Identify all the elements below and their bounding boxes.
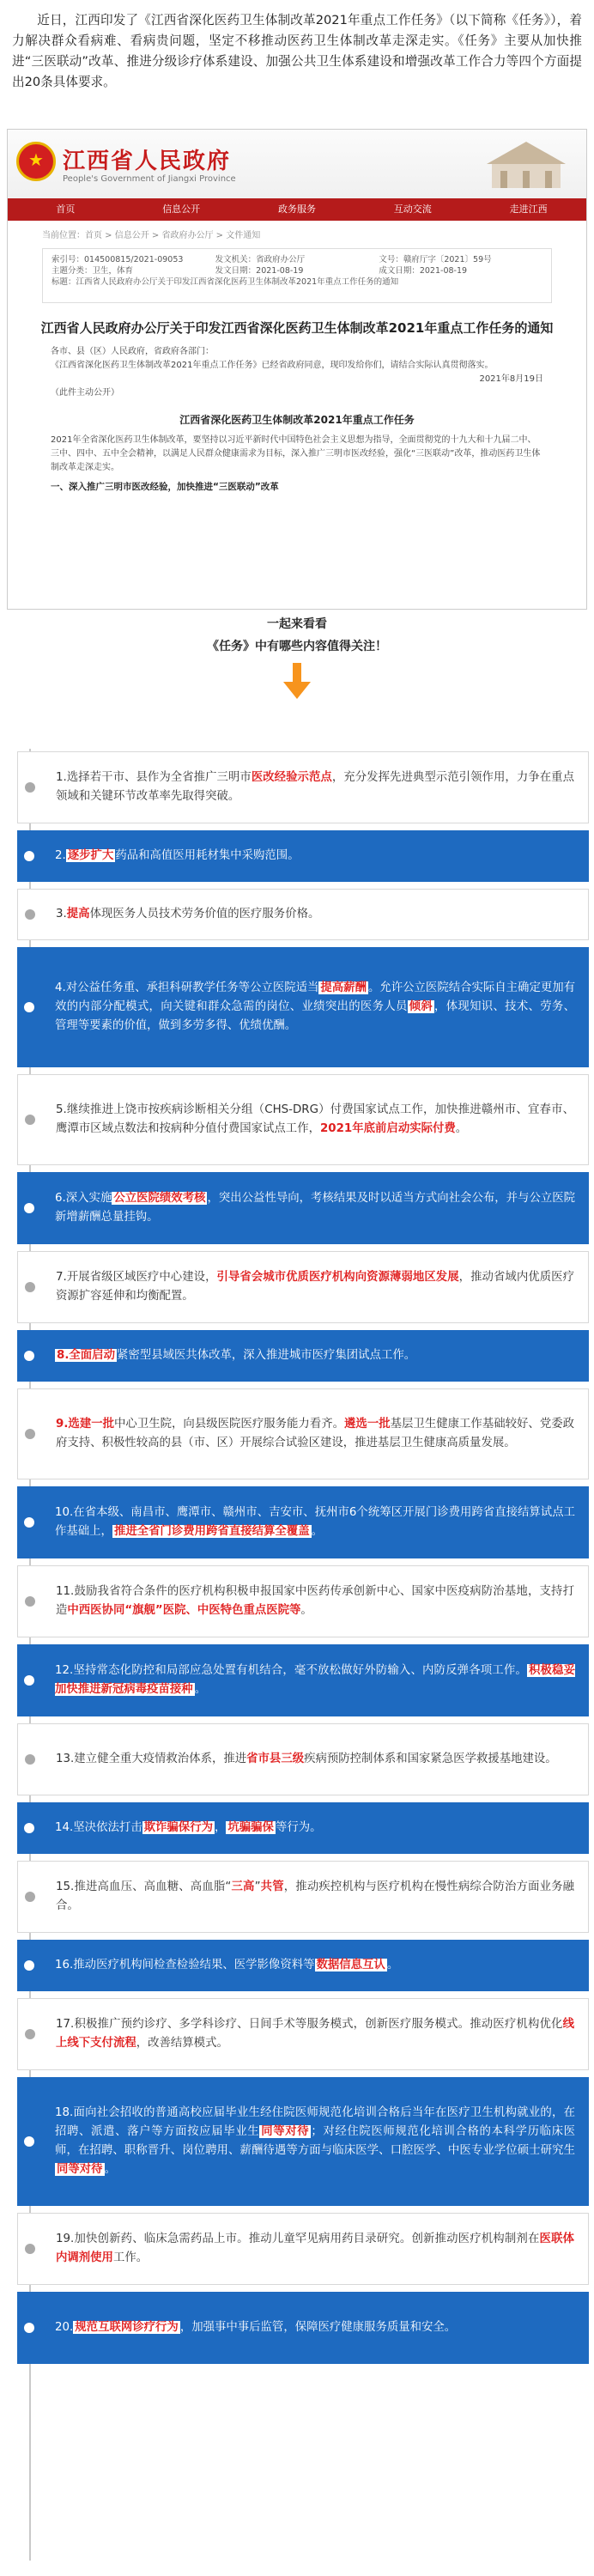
document-heading: 一、深入推广三明市医改经验，加快推进“三医联动”改革 — [51, 482, 279, 492]
task-highlight: 三高 — [231, 1880, 255, 1893]
task-text-segment: 11.鼓励我省符合条件的医疗机构积极申报国家中医药传承创新中心、国家中医疫病防治基地，支持打造 — [56, 1585, 574, 1617]
task-item-10 — [17, 1486, 589, 1558]
task-text — [56, 2230, 574, 2268]
task-text-segment: 15.推进高血压、高血糖、高血脂“ — [56, 1880, 232, 1893]
meta-cell: 索引号：014500815/2021-09053 — [52, 255, 184, 264]
breadcrumb: 当前位置：首页 > 信息公开 > 省政府办公厅 > 文件通知 — [42, 231, 261, 240]
timeline-dot-icon — [24, 2323, 34, 2333]
task-text — [56, 2015, 574, 2053]
timeline-dot-icon — [25, 2244, 35, 2254]
task-highlight: 坑骗骗保 — [227, 1821, 274, 1834]
task-highlight: 引导省会城市优质医疗机构向资源薄弱地区发展 — [216, 1271, 459, 1284]
task-text-segment: 14.坚决依法打击 — [55, 1821, 142, 1834]
task-text-segment: 4.对公益任务重、承担科研教学任务等公立医院适当 — [55, 981, 319, 994]
nav-item-interact: 互动交流 — [393, 204, 432, 215]
task-highlight: 提高薪酬 — [320, 981, 367, 994]
task-text-segment: 12.坚持常态化防控和局部应急处置有机结合，毫不放松做好外防输入、内防反弹各项工作。 — [55, 1664, 527, 1677]
task-text-segment: ， — [214, 1821, 227, 1834]
task-item-12 — [17, 1644, 589, 1716]
timeline-dot-icon — [25, 1892, 35, 1902]
task-text-segment: 等行为。 — [275, 1821, 322, 1834]
task-item-19 — [17, 2213, 589, 2285]
task-text — [56, 1101, 574, 1139]
task-highlight: 数据信息互认 — [316, 1959, 385, 1971]
task-text-segment: 。 — [300, 1604, 312, 1617]
gov-banner — [8, 130, 586, 198]
timeline-dot-icon — [24, 2136, 34, 2147]
timeline-dot-icon — [24, 1823, 34, 1833]
task-text — [56, 769, 574, 806]
gov-title: 江西省人民政府 — [63, 149, 232, 174]
task-text-segment: ，推动疾控机构与医疗机构在慢性病综合防治方面业务融合。 — [56, 1880, 575, 1912]
task-text-segment: ” — [254, 1880, 261, 1893]
task-text-segment: ，突出公益性导向，考核结果及时以适当方式向社会公布，并与公立医院新增薪酬总量挂钩。 — [55, 1192, 576, 1224]
meta-cell: 发文日期：2021-08-19 — [215, 266, 304, 276]
task-item-14 — [17, 1802, 589, 1854]
nav-item-service: 政务服务 — [277, 204, 316, 215]
meta-cell: 成文日期：2021-08-19 — [379, 266, 468, 276]
task-text-segment: ，推动省域内优质医疗资源扩容延伸和均衡配置。 — [56, 1271, 574, 1303]
task-item-17 — [17, 1998, 589, 2070]
building-illustration-icon — [475, 137, 578, 193]
task-text-segment: 18.面向社会招收的普通高校应届毕业生经住院医师规范化培训合格后当年在医疗卫生机构就业的，在招聘、派遣、落户等方面按应届毕业生 — [55, 2106, 575, 2138]
meta-cell: 文号：赣府厅字〔2021〕59号 — [379, 255, 492, 264]
task-text — [55, 2104, 575, 2179]
task-highlight: 医联体内调剂使用 — [56, 2233, 575, 2264]
timeline-dot-icon — [25, 1115, 35, 1125]
task-text — [55, 1189, 575, 1227]
timeline-dot-icon — [24, 1002, 34, 1012]
task-highlight: 中西医协同“旗舰”医院、中医特色重点医院等 — [67, 1604, 301, 1617]
task-text-segment: ，充分发挥先进典型示范引领作用，力争在重点领域和关键环节改革率先取得突破。 — [56, 771, 574, 803]
task-text-segment: 3. — [56, 908, 67, 920]
task-text-segment: 20. — [55, 2321, 74, 2334]
document-subtitle: 江西省深化医药卫生体制改革2021年重点工作任务 — [179, 414, 415, 426]
task-highlight: 逐步扩大 — [67, 849, 114, 862]
task-highlight: 8.全面启动 — [57, 1349, 115, 1362]
task-text — [55, 1504, 575, 1541]
timeline-dot-icon — [25, 909, 35, 920]
nav-item-jiangxi: 走进江西 — [509, 204, 548, 215]
task-text-segment: 7.开展省级区域医疗中心建设， — [56, 1271, 217, 1284]
task-text — [56, 1750, 557, 1769]
task-item-1 — [17, 751, 589, 823]
nav-item-home: 首页 — [56, 204, 76, 215]
task-highlight: 公立医院绩效考核 — [113, 1192, 206, 1205]
document-line: 《江西省深化医药卫生体制改革2021年重点工作任务》已经省政府同意，现印发给你们，请结合实际认真贯彻落实。 — [51, 361, 494, 370]
task-text-segment: 。 — [194, 1683, 207, 1696]
task-item-20 — [17, 2292, 589, 2364]
timeline-dot-icon — [24, 1203, 34, 1213]
document-note: （此件主动公开） — [51, 388, 119, 398]
task-highlight: 推进全省门诊费用跨省直接结算全覆盖 — [113, 1525, 310, 1538]
timeline-dot-icon — [24, 1517, 34, 1528]
task-text-segment: 基层卫生健康工作基础较好、党委政府支持、积极性较高的县（市、区）开展综合试验区建设，推进基层卫生健康高质量发展。 — [56, 1418, 575, 1449]
task-text-segment: 16.推动医疗机构间检查检验结果、医学影像资料等 — [55, 1959, 315, 1971]
task-item-2 — [17, 830, 589, 882]
timeline-dot-icon — [24, 1351, 34, 1361]
timeline-dot-icon — [24, 851, 34, 861]
intro-paragraph: 近日，江西印发了《江西省深化医药卫生体制改革2021年重点工作任务》（以下简称《任务》），着力解决群众看病难、看病贵问题，坚定不移推动医药卫生体制改革走深走实。《任务》主要从加快推进“三医联动”改革、推进分级诊疗体系建设、加强公共卫生体系建设和增强改革工作合力等四个方面提出20条具体要求。 — [12, 13, 582, 89]
timeline-dot-icon — [25, 1429, 35, 1439]
task-text — [55, 1956, 398, 1975]
document-date: 2021年8月19日 — [479, 374, 543, 384]
task-text-segment: 体现医务人员技术劳务价值的医疗服务价格。 — [89, 908, 320, 920]
task-highlight: 省市县三级 — [246, 1753, 305, 1765]
task-text-segment: 。允许公立医院结合实际自主确定更加有效的内部分配模式，向关键和群众急需的岗位、业绩突出的医务人员 — [55, 981, 576, 1013]
task-text-segment: 17.积极推广预约诊疗、多学科诊疗、日间手术等服务模式，创新医疗服务模式。推动医疗机构优化 — [56, 2018, 563, 2031]
task-text — [56, 905, 319, 924]
meta-cell: 主题分类：卫生，体育 — [52, 266, 134, 276]
national-emblem-icon: ★ — [16, 142, 56, 181]
task-highlight: 医改经验示范点 — [251, 771, 332, 784]
task-text — [55, 1346, 415, 1365]
document-meta-box — [42, 248, 552, 303]
meta-cell: 发文机关：省政府办公厅 — [215, 255, 306, 264]
caption-focus: 《任务》中有哪些内容值得关注！ — [207, 640, 387, 653]
task-text-segment: 。 — [311, 1525, 323, 1538]
task-text-segment: 6.深入实施 — [55, 1192, 112, 1205]
task-text — [56, 1583, 574, 1620]
timeline-dot-icon — [25, 1596, 35, 1607]
task-highlight: 规范互联网诊疗行为 — [75, 2321, 179, 2334]
task-item-9 — [17, 1388, 589, 1479]
task-text-segment: 。 — [104, 2163, 116, 2176]
document-title: 江西省人民政府办公厅关于印发江西省深化医药卫生体制改革2021年重点工作任务的通知 — [40, 320, 554, 336]
task-item-16 — [17, 1940, 589, 1991]
task-highlight: 同等对待 — [57, 2163, 103, 2176]
task-text-segment: ，改善结算模式。 — [136, 2037, 228, 2050]
gov-navbar — [8, 198, 586, 221]
task-text-segment: 工作。 — [112, 2251, 148, 2264]
document-line: 各市、县（区）人民政府，省政府各部门： — [51, 347, 214, 356]
task-text-segment: 。 — [386, 1959, 399, 1971]
task-item-3 — [17, 889, 589, 940]
task-text — [55, 979, 575, 1036]
task-text-segment: 疾病预防控制体系和国家紧急医学救援基地建设。 — [304, 1753, 557, 1765]
task-text-segment: 中心卫生院，向县级医院医疗服务能力看齐。 — [114, 1418, 345, 1431]
task-text-segment: 1.选择若干市、县作为全省推广三明市 — [56, 771, 252, 784]
task-text — [56, 1878, 574, 1916]
task-item-8 — [17, 1330, 589, 1382]
gov-subtitle: People's Government of Jiangxi Province — [63, 174, 236, 184]
task-highlight: 共管 — [260, 1880, 284, 1893]
task-item-4 — [17, 947, 589, 1067]
task-highlight: 倾斜 — [409, 1000, 433, 1013]
fade-overlay — [8, 574, 586, 609]
timeline-dot-icon — [25, 1282, 35, 1292]
task-text — [55, 847, 300, 866]
task-highlight: 遴选一批 — [344, 1418, 391, 1431]
task-text — [55, 1662, 575, 1699]
task-text-segment: 药品和高值医用耗材集中采购范围。 — [115, 849, 300, 862]
task-text-segment: 5.继续推进上饶市按疾病诊断相关分组（CHS-DRG）付费国家试点工作，加快推进赣州市、宜春市、鹰潭市区域点数法和按病种分值付费国家试点工作， — [56, 1103, 574, 1135]
timeline-dot-icon — [25, 782, 35, 793]
document-body: 2021年全省深化医药卫生体制改革，要坚持以习近平新时代中国特色社会主义思想为指导，全面贯彻党的十九大和十九届二中、三中、四中、五中全会精神，以满足人民群众健康需求为目标，深入推广三明市医改经验，强化“三医联动”改革，推动医药卫生体制改革走深走实。 — [51, 435, 541, 472]
task-text — [56, 1415, 574, 1453]
task-item-5 — [17, 1074, 589, 1165]
task-text-segment: 10.在省本级、南昌市、鹰潭市、赣州市、吉安市、抚州市6个统筹区开展门诊费用跨省直接结算试点工作基础上， — [55, 1506, 575, 1538]
task-text-segment: 。 — [455, 1122, 468, 1135]
task-text-segment: 19.加快创新药、临床急需药品上市。推动儿童罕见病用药目录研究。创新推动医疗机构制剂在 — [56, 2233, 540, 2245]
task-item-6 — [17, 1172, 589, 1244]
embedded-document-screenshot — [7, 129, 587, 610]
nav-item-info: 信息公开 — [162, 204, 201, 215]
task-text-segment: 13.建立健全重大疫情救治体系，推进 — [56, 1753, 247, 1765]
task-text-segment: ，加强事中事后监管，保障医疗健康服务质量和安全。 — [179, 2321, 457, 2334]
timeline-dot-icon — [24, 1675, 34, 1686]
caption-look: 一起来看看 — [267, 617, 327, 631]
task-text — [55, 1819, 322, 1838]
task-text-segment: 2. — [55, 849, 66, 862]
timeline-dot-icon — [25, 1754, 35, 1765]
task-text — [56, 1268, 574, 1306]
task-item-7 — [17, 1251, 589, 1323]
task-item-18 — [17, 2077, 589, 2206]
task-text-segment: 紧密型县域医共体改革，深入推进城市医疗集团试点工作。 — [116, 1349, 416, 1362]
meta-cell: 标题：江西省人民政府办公厅关于印发江西省深化医药卫生体制改革2021年重点工作任务的通知 — [52, 277, 399, 287]
task-highlight: 提高 — [66, 908, 90, 920]
arrow-down-icon — [283, 663, 311, 699]
task-item-13 — [17, 1723, 589, 1795]
task-highlight: 2021年底前启动实际付费 — [319, 1122, 456, 1135]
task-highlight: 积极稳妥加快推进新冠病毒疫苗接种 — [55, 1664, 575, 1696]
task-text-segment: ，体现知识、技术、劳务、管理等要素的价值，做到多劳多得、优绩优酬。 — [55, 1000, 576, 1032]
task-highlight: 同等对待 — [261, 2125, 310, 2138]
task-item-11 — [17, 1565, 589, 1637]
task-item-15 — [17, 1861, 589, 1933]
task-text-segment: ；对经住院医师规范化培训合格的本科学历临床医师，在招聘、职称晋升、岗位聘用、薪酬待遇等方面与临床医学、口腔医学、中医专业学位硕士研究生 — [55, 2125, 576, 2157]
task-highlight: 欺诈骗保行为 — [143, 1821, 213, 1834]
task-highlight: 线上线下支付流程 — [56, 2018, 574, 2050]
task-highlight: 9.选建一批 — [56, 1418, 115, 1431]
timeline-dot-icon — [24, 1960, 34, 1971]
timeline-dot-icon — [25, 2029, 35, 2039]
task-text — [55, 2318, 456, 2337]
